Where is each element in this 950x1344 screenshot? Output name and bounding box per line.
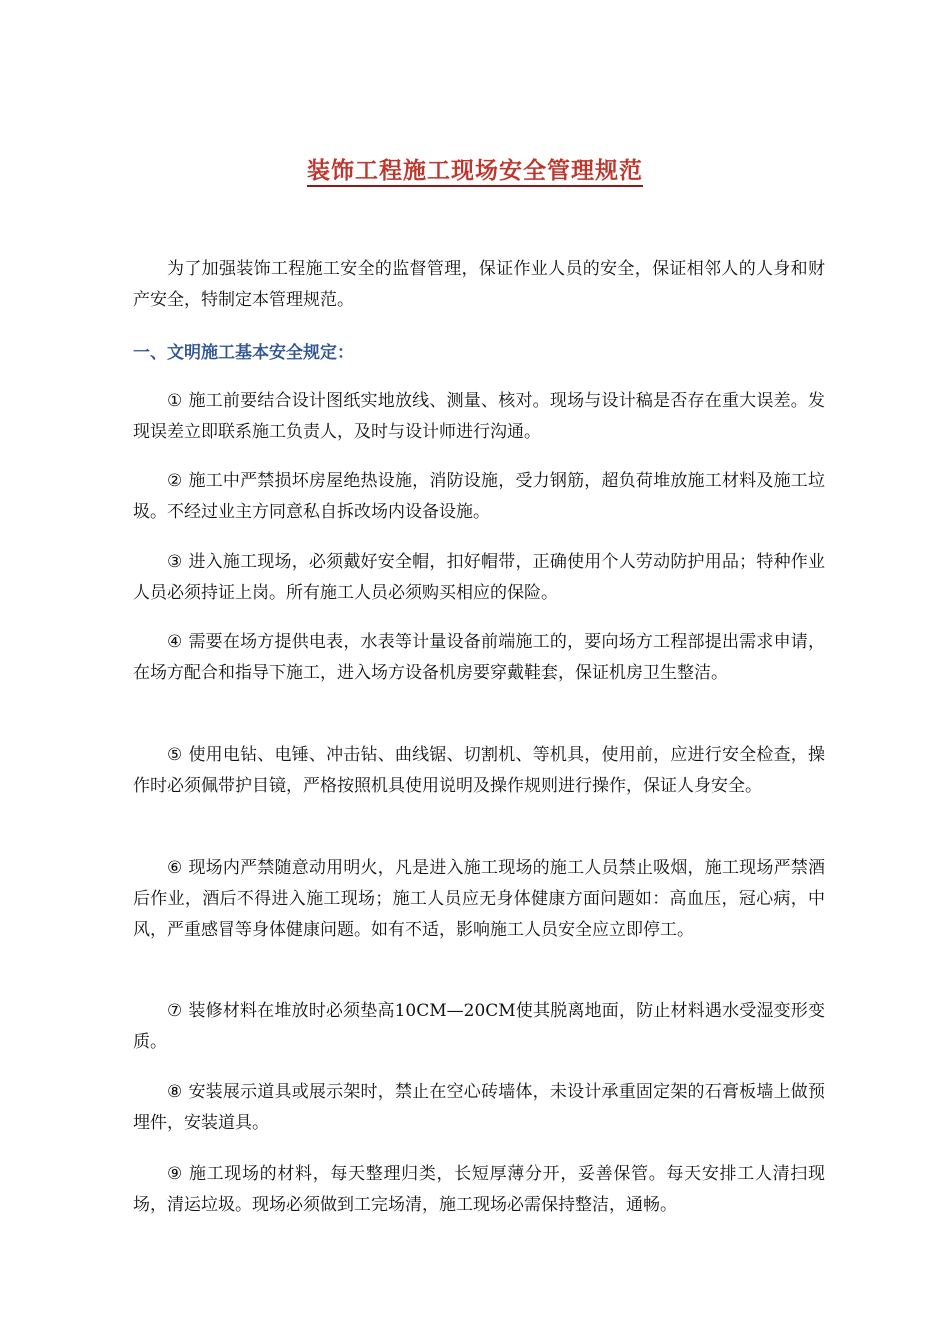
- rule-text: 安装展示道具或展示架时，禁止在空心砖墙体，未设计承重固定架的石膏板墙上做预埋件，安装道具。: [133, 1082, 825, 1133]
- rule-item-1: [133, 386, 825, 448]
- rule-number: ①: [167, 391, 183, 411]
- rule-text: 装修材料在堆放时必须垫高10CM—20CM使其脱离地面，防止材料遇水受湿变形变质。: [133, 1001, 825, 1052]
- rule-item-8: [133, 1077, 825, 1139]
- rule-number: ②: [167, 471, 183, 491]
- rule-item-5: [133, 740, 825, 802]
- rule-number: ⑤: [167, 745, 183, 765]
- rule-item-4: [133, 627, 825, 689]
- rule-text: 施工现场的材料，每天整理归类，长短厚薄分开，妥善保管。每天安排工人清扫现场，清运垃圾。现场必须做到工完场清，施工现场必需保持整洁，通畅。: [133, 1164, 825, 1215]
- rule-text: 进入施工现场，必须戴好安全帽，扣好帽带，正确使用个人劳动防护用品；特种作业人员必须持证上岗。所有施工人员必须购买相应的保险。: [133, 552, 825, 603]
- rule-item-2: [133, 466, 825, 528]
- rule-item-6: [133, 853, 825, 946]
- rule-text: 需要在场方提供电表，水表等计量设备前端施工的，要向场方工程部提出需求申请，在场方配合和指导下施工，进入场方设备机房要穿戴鞋套，保证机房卫生整洁。: [133, 632, 825, 683]
- rule-text: 现场内严禁随意动用明火，凡是进入施工现场的施工人员禁止吸烟，施工现场严禁酒后作业，酒后不得进入施工现场；施工人员应无身体健康方面问题如：高血压，冠心病，中风，严重感冒等身体健康问题。如有不适，影响施工人员安全应立即停工。: [133, 858, 825, 940]
- rule-number: ⑥: [167, 858, 183, 878]
- document-title: [0, 148, 950, 186]
- rule-number: ④: [167, 632, 183, 652]
- rule-item-7: [133, 996, 825, 1058]
- rule-text: 施工中严禁损坏房屋绝热设施，消防设施，受力钢筋，超负荷堆放施工材料及施工垃圾。不经过业主方同意私自拆改场内设备设施。: [133, 471, 825, 522]
- rule-number: ③: [167, 552, 183, 572]
- rule-text: 施工前要结合设计图纸实地放线、测量、核对。现场与设计稿是否存在重大误差。发现误差立即联系施工负责人，及时与设计师进行沟通。: [133, 391, 825, 442]
- section-heading: 一、文明施工基本安全规定：: [133, 343, 354, 363]
- rule-number: ⑧: [167, 1082, 183, 1102]
- rule-number: ⑨: [167, 1164, 183, 1184]
- rule-text: 使用电钻、电锤、冲击钻、曲线锯、切割机、等机具，使用前，应进行安全检查，操作时必须佩带护目镜，严格按照机具使用说明及操作规则进行操作，保证人身安全。: [133, 745, 825, 796]
- intro-paragraph: 为了加强装饰工程施工安全的监督管理，保证作业人员的安全，保证相邻人的人身和财产安全，特制定本管理规范。: [133, 259, 825, 310]
- rule-item-9: [133, 1159, 825, 1221]
- rule-number: ⑦: [167, 1001, 183, 1021]
- rule-item-3: [133, 547, 825, 609]
- document-title-text: 装饰工程施工现场安全管理规范: [307, 157, 643, 187]
